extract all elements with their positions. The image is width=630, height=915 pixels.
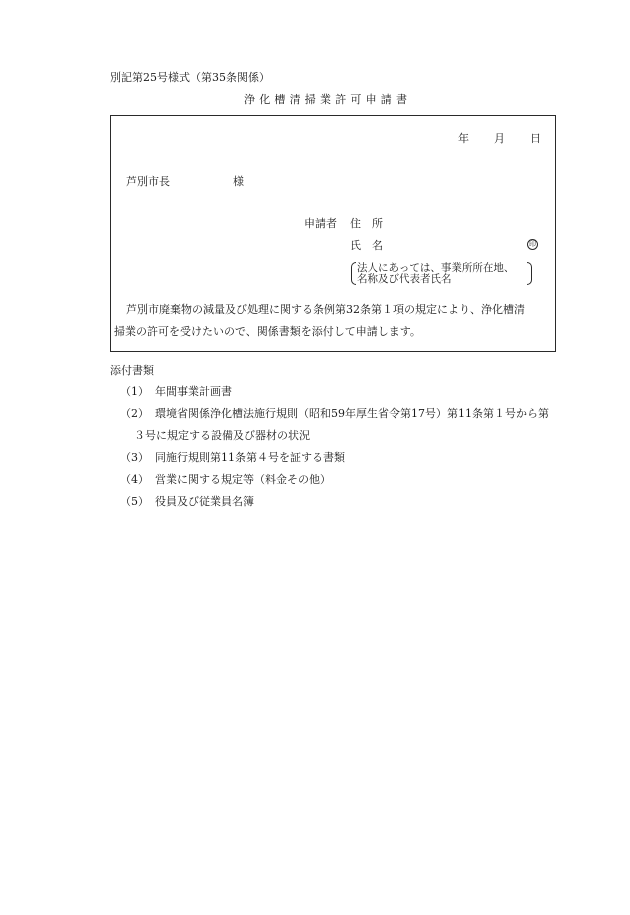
- date-month-label: 月: [494, 132, 505, 145]
- attachments-heading: 添付書類: [110, 364, 154, 377]
- right-bracket: [527, 262, 532, 285]
- name-label: 氏 名: [350, 239, 383, 252]
- document-title: 浄化槽清掃業許可申請書: [244, 93, 412, 106]
- date-day-label: 日: [530, 132, 541, 145]
- attachment-text: 同施行規則第11条第４号を証する書類: [155, 451, 345, 464]
- form-number: 別記第25号様式（第35条関係）: [110, 71, 270, 84]
- attachment-number: （4）: [120, 473, 149, 486]
- attachment-number: （3）: [120, 451, 149, 464]
- attachment-number: （5）: [120, 495, 149, 508]
- left-bracket: [351, 262, 356, 285]
- addressee: 芦別市長: [126, 175, 170, 188]
- attachment-number: （1）: [120, 385, 149, 398]
- application-body-line1: 芦別市廃棄物の減量及び処理に関する条例第32条第１項の規定により、浄化槽清: [126, 303, 525, 316]
- attachment-text: 営業に関する規定等（料金その他）: [155, 473, 331, 486]
- attachment-text: 年間事業計画書: [155, 385, 232, 398]
- applicant-label: 申請者: [304, 217, 337, 230]
- attachment-text: 役員及び従業員名簿: [155, 495, 254, 508]
- seal-mark: 印: [529, 240, 536, 248]
- addressee-honorific: 様: [233, 175, 244, 188]
- address-label: 住 所: [350, 217, 383, 230]
- attachment-text-continuation: ３号に規定する設備及び器材の状況: [134, 429, 310, 442]
- attachment-text: 環境省関係浄化槽法施行規則（昭和59年厚生省令第17号）第11条第１号から第: [155, 407, 549, 420]
- date-year-label: 年: [458, 132, 469, 145]
- attachment-number: （2）: [120, 407, 149, 420]
- application-body-line2: 掃業の許可を受けたいので、関係書類を添付して申請します。: [114, 325, 421, 338]
- corporate-note-line2: 名称及び代表者氏名: [357, 273, 452, 285]
- corporate-note-line1: 法人にあっては、事業所所在地、: [357, 262, 515, 274]
- application-form-box: [110, 115, 556, 352]
